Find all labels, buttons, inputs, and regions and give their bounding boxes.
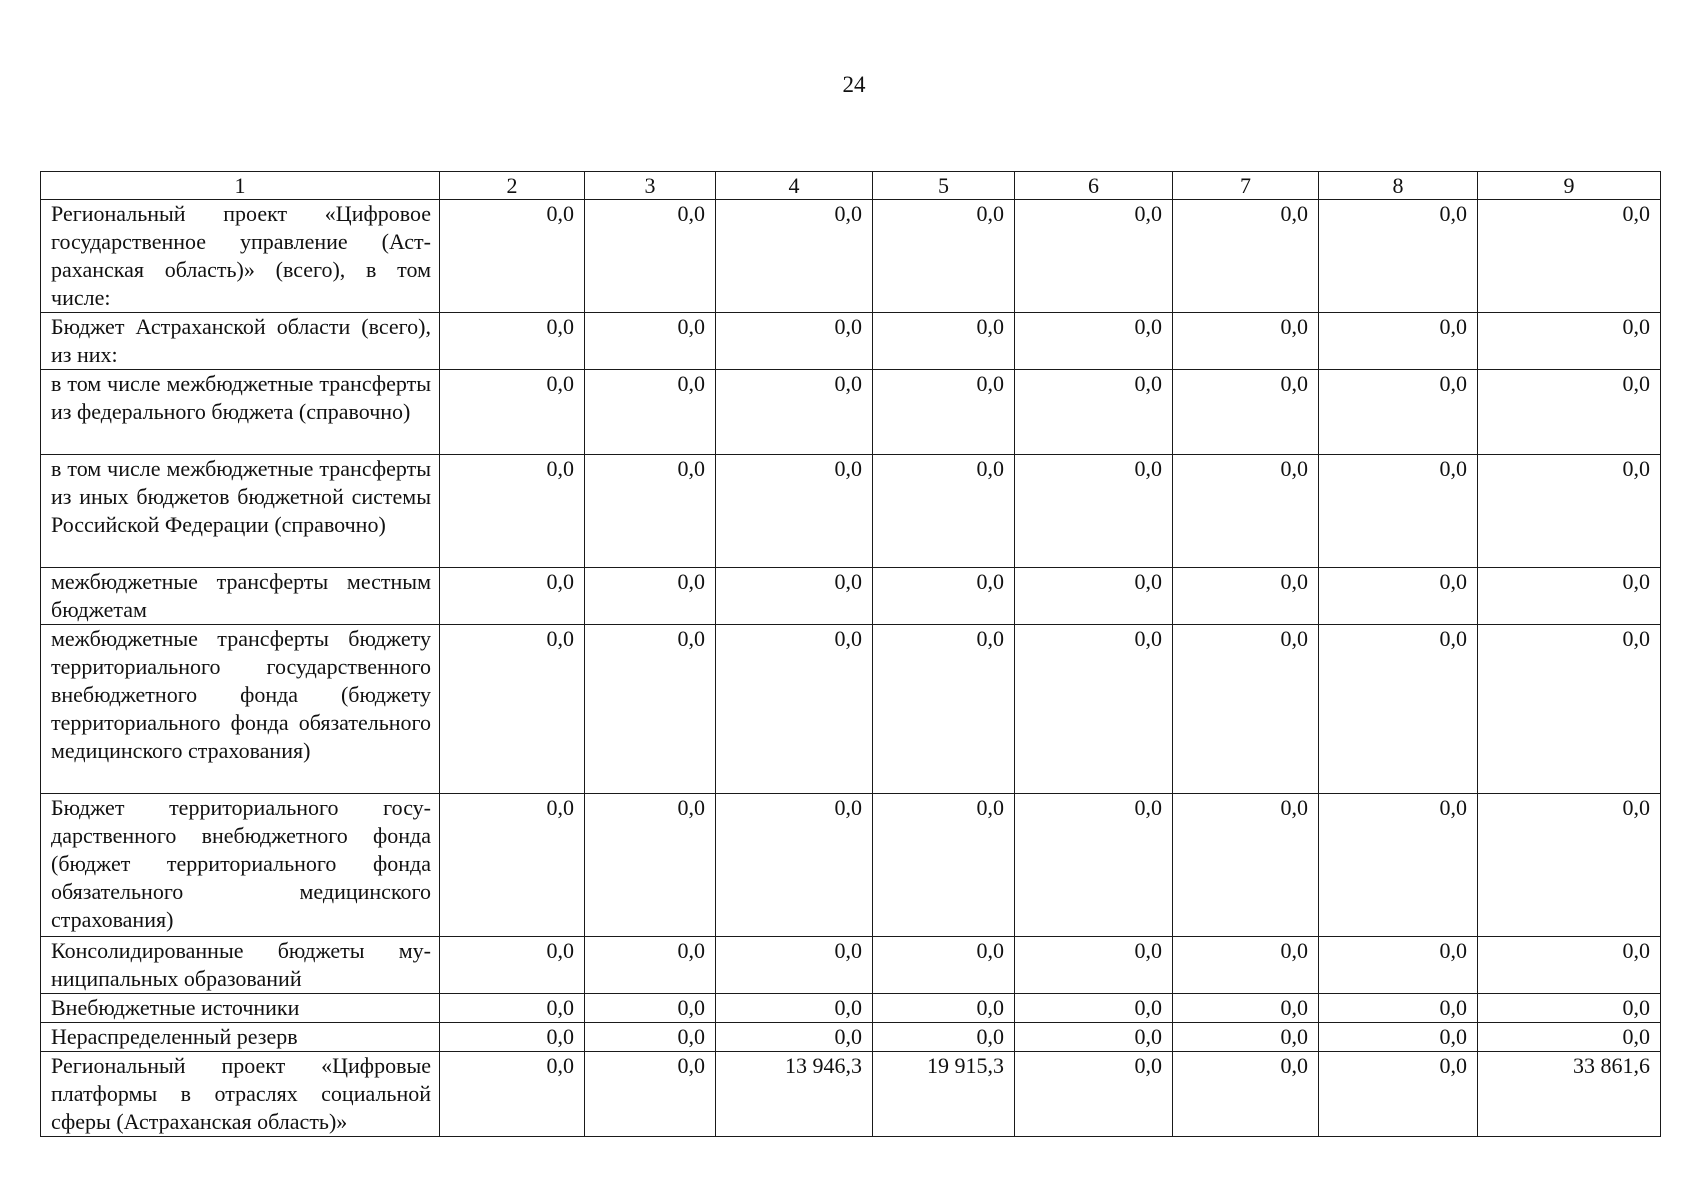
header-col-1: 1 xyxy=(41,172,440,200)
cell-value: 0,0 xyxy=(1319,313,1478,370)
cell-value: 0,0 xyxy=(1173,200,1319,313)
cell-value: 0,0 xyxy=(440,455,585,568)
cell-value: 0,0 xyxy=(873,200,1015,313)
header-col-2: 2 xyxy=(440,172,585,200)
cell-value: 0,0 xyxy=(716,568,873,625)
header-col-5: 5 xyxy=(873,172,1015,200)
cell-value: 0,0 xyxy=(873,370,1015,455)
cell-value: 33 861,6 xyxy=(1478,1052,1661,1137)
cell-value: 0,0 xyxy=(1173,937,1319,994)
cell-value: 0,0 xyxy=(1478,625,1661,794)
cell-value: 0,0 xyxy=(1478,794,1661,937)
cell-value: 0,0 xyxy=(1319,370,1478,455)
header-col-3: 3 xyxy=(585,172,716,200)
cell-value: 0,0 xyxy=(585,370,716,455)
cell-value: 0,0 xyxy=(1173,994,1319,1023)
cell-value: 0,0 xyxy=(1173,625,1319,794)
cell-value: 0,0 xyxy=(873,568,1015,625)
row-label: Региональный проект «Цифровые платформы в отраслях социальной сферы (Астраханская область)» xyxy=(41,1052,440,1137)
row-label: межбюджетные трансферты местным бюджетам xyxy=(41,568,440,625)
row-label: в том числе межбюджетные трансферты из иных бюджетов бюджетной системы Российской Федерации (справочно) xyxy=(41,455,440,568)
cell-value: 0,0 xyxy=(585,625,716,794)
cell-value: 0,0 xyxy=(1478,455,1661,568)
row-label: межбюджетные трансферты бюджету территориального государственного внебюджетного фонда (бюджету территориального фонда обязательного медицинского страхования) xyxy=(41,625,440,794)
cell-value: 0,0 xyxy=(716,313,873,370)
cell-value: 0,0 xyxy=(1015,455,1173,568)
cell-value: 0,0 xyxy=(440,313,585,370)
row-label: в том числе межбюджетные трансферты из федерального бюджета (справочно) xyxy=(41,370,440,455)
page-number: 24 xyxy=(842,72,866,97)
cell-value: 0,0 xyxy=(1173,455,1319,568)
cell-value: 0,0 xyxy=(1319,568,1478,625)
cell-value: 13 946,3 xyxy=(716,1052,873,1137)
cell-value: 0,0 xyxy=(716,370,873,455)
cell-value: 0,0 xyxy=(716,625,873,794)
cell-value: 0,0 xyxy=(1015,370,1173,455)
table-row xyxy=(41,794,1661,937)
cell-value: 0,0 xyxy=(440,937,585,994)
cell-value: 0,0 xyxy=(1173,313,1319,370)
cell-value: 0,0 xyxy=(1478,994,1661,1023)
cell-value: 19 915,3 xyxy=(873,1052,1015,1137)
table-row xyxy=(41,1023,1661,1052)
cell-value: 0,0 xyxy=(1173,1023,1319,1052)
cell-value: 0,0 xyxy=(716,937,873,994)
cell-value: 0,0 xyxy=(1478,1023,1661,1052)
cell-value: 0,0 xyxy=(873,455,1015,568)
cell-value: 0,0 xyxy=(1173,794,1319,937)
header-row xyxy=(41,172,1661,200)
cell-value: 0,0 xyxy=(1015,313,1173,370)
cell-value: 0,0 xyxy=(1319,1023,1478,1052)
table-row xyxy=(41,625,1661,794)
cell-value: 0,0 xyxy=(585,994,716,1023)
cell-value: 0,0 xyxy=(873,794,1015,937)
cell-value: 0,0 xyxy=(585,568,716,625)
cell-value: 0,0 xyxy=(1319,625,1478,794)
header-col-6: 6 xyxy=(1015,172,1173,200)
cell-value: 0,0 xyxy=(585,455,716,568)
cell-value: 0,0 xyxy=(873,937,1015,994)
cell-value: 0,0 xyxy=(1015,1052,1173,1137)
row-label: Бюджет территориального государственного внебюджетного фонда (бюджет территориального фонда обязательного медицинского страхования) xyxy=(41,794,440,937)
budget-table xyxy=(40,171,1661,1137)
row-label: Консолидированные бюджеты муниципальных образований xyxy=(41,937,440,994)
cell-value: 0,0 xyxy=(1015,794,1173,937)
cell-value: 0,0 xyxy=(716,994,873,1023)
row-label: Внебюджетные источники xyxy=(41,994,440,1023)
table-row xyxy=(41,1052,1661,1137)
cell-value: 0,0 xyxy=(873,994,1015,1023)
cell-value: 0,0 xyxy=(585,1052,716,1137)
row-label: Бюджет Астраханской области (всего), из них: xyxy=(41,313,440,370)
cell-value: 0,0 xyxy=(1478,937,1661,994)
cell-value: 0,0 xyxy=(1015,937,1173,994)
table-row xyxy=(41,313,1661,370)
table-row xyxy=(41,937,1661,994)
cell-value: 0,0 xyxy=(440,200,585,313)
cell-value: 0,0 xyxy=(1015,1023,1173,1052)
cell-value: 0,0 xyxy=(1319,794,1478,937)
cell-value: 0,0 xyxy=(873,625,1015,794)
cell-value: 0,0 xyxy=(1015,200,1173,313)
header-col-7: 7 xyxy=(1173,172,1319,200)
cell-value: 0,0 xyxy=(1319,455,1478,568)
cell-value: 0,0 xyxy=(1478,370,1661,455)
cell-value: 0,0 xyxy=(1015,994,1173,1023)
cell-value: 0,0 xyxy=(1319,994,1478,1023)
cell-value: 0,0 xyxy=(585,794,716,937)
cell-value: 0,0 xyxy=(716,1023,873,1052)
cell-value: 0,0 xyxy=(1478,200,1661,313)
cell-value: 0,0 xyxy=(1319,937,1478,994)
cell-value: 0,0 xyxy=(1478,568,1661,625)
cell-value: 0,0 xyxy=(585,200,716,313)
cell-value: 0,0 xyxy=(716,455,873,568)
cell-value: 0,0 xyxy=(440,625,585,794)
row-label: Региональный проект «Цифровое государственное управление (Астраханская область)» (всего), в том числе: xyxy=(41,200,440,313)
cell-value: 0,0 xyxy=(716,794,873,937)
header-col-9: 9 xyxy=(1478,172,1661,200)
table-row xyxy=(41,568,1661,625)
cell-value: 0,0 xyxy=(1015,625,1173,794)
cell-value: 0,0 xyxy=(440,370,585,455)
table-row xyxy=(41,994,1661,1023)
header-col-4: 4 xyxy=(716,172,873,200)
cell-value: 0,0 xyxy=(440,568,585,625)
cell-value: 0,0 xyxy=(1173,1052,1319,1137)
cell-value: 0,0 xyxy=(1319,1052,1478,1137)
table-row xyxy=(41,455,1661,568)
table-row xyxy=(41,370,1661,455)
cell-value: 0,0 xyxy=(1319,200,1478,313)
table-row xyxy=(41,200,1661,313)
cell-value: 0,0 xyxy=(1173,370,1319,455)
cell-value: 0,0 xyxy=(440,1023,585,1052)
cell-value: 0,0 xyxy=(1478,313,1661,370)
cell-value: 0,0 xyxy=(873,1023,1015,1052)
cell-value: 0,0 xyxy=(1173,568,1319,625)
cell-value: 0,0 xyxy=(440,1052,585,1137)
cell-value: 0,0 xyxy=(585,937,716,994)
cell-value: 0,0 xyxy=(1015,568,1173,625)
cell-value: 0,0 xyxy=(716,200,873,313)
row-label: Нераспределенный резерв xyxy=(41,1023,440,1052)
cell-value: 0,0 xyxy=(585,1023,716,1052)
cell-value: 0,0 xyxy=(585,313,716,370)
header-col-8: 8 xyxy=(1319,172,1478,200)
cell-value: 0,0 xyxy=(440,794,585,937)
cell-value: 0,0 xyxy=(440,994,585,1023)
cell-value: 0,0 xyxy=(873,313,1015,370)
